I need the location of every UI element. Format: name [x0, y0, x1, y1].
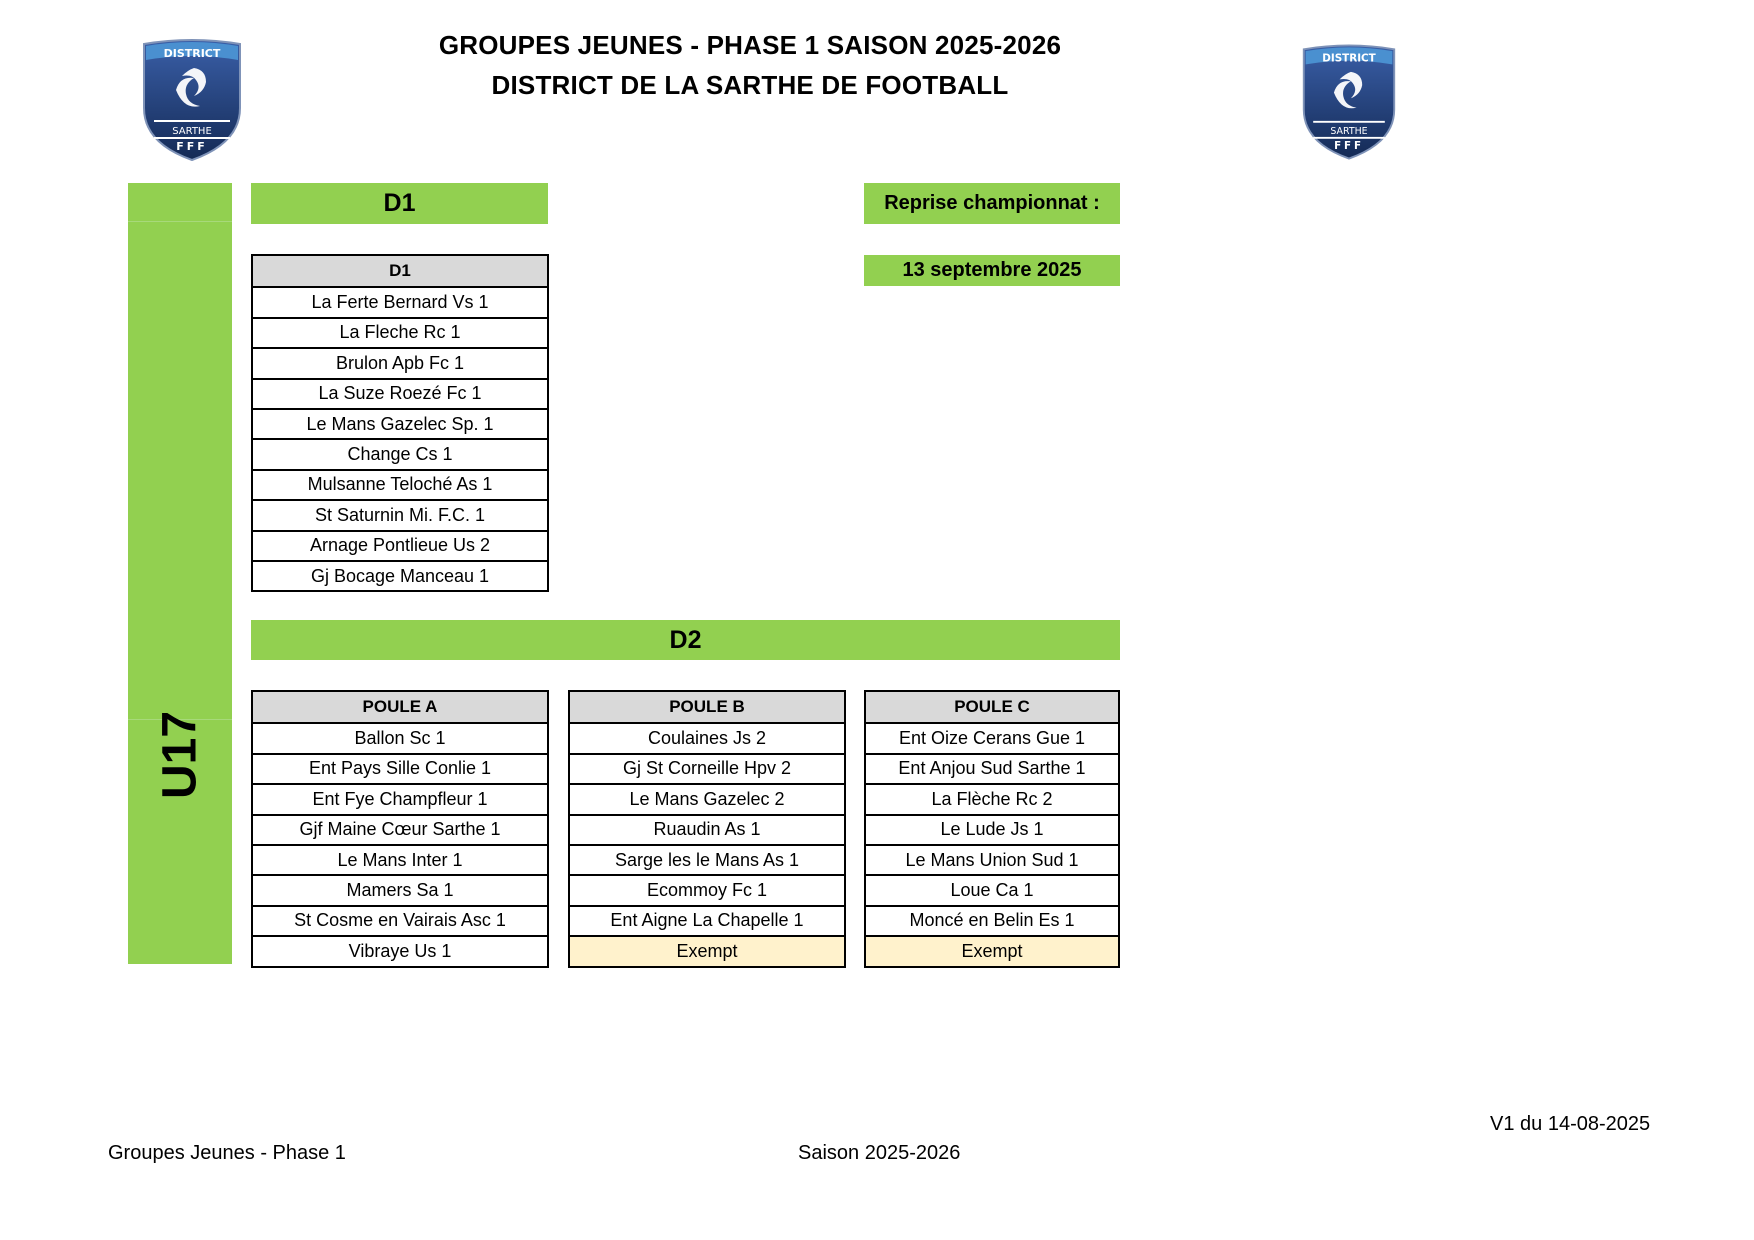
table-row: Ent Anjou Sud Sarthe 1 — [866, 753, 1118, 783]
table-row: Change Cs 1 — [253, 438, 547, 468]
reprise-label: Reprise championnat : — [864, 183, 1120, 224]
table-row: Mulsanne Teloché As 1 — [253, 469, 547, 499]
table-row: Ent Fye Champfleur 1 — [253, 783, 547, 813]
svg-text:FFF: FFF — [1334, 140, 1364, 153]
d1-banner: D1 — [251, 183, 548, 224]
table-row: Sarge les le Mans As 1 — [570, 844, 844, 874]
table-row: La Suze Roezé Fc 1 — [253, 378, 547, 408]
table-row: La Fleche Rc 1 — [253, 317, 547, 347]
table-row: Ecommoy Fc 1 — [570, 874, 844, 904]
table-row: Ballon Sc 1 — [253, 722, 547, 752]
poule-a-header: POULE A — [253, 692, 547, 722]
table-row: Le Mans Inter 1 — [253, 844, 547, 874]
exempt-row: Exempt — [866, 935, 1118, 965]
table-row: Ruaudin As 1 — [570, 814, 844, 844]
table-row: Moncé en Belin Es 1 — [866, 905, 1118, 935]
poule-a-table — [251, 690, 549, 968]
version-label: V1 du 14-08-2025 — [1490, 1113, 1651, 1135]
poule-b-table — [568, 690, 846, 968]
page-title-line1: GROUPES JEUNES - PHASE 1 SAISON 2025-2026 — [438, 30, 1062, 60]
d2-banner: D2 — [251, 620, 1120, 660]
table-row: St Saturnin Mi. F.C. 1 — [253, 499, 547, 529]
footer-left: Groupes Jeunes - Phase 1 — [108, 1142, 346, 1164]
table-row: Ent Oize Cerans Gue 1 — [866, 722, 1118, 752]
table-row: Ent Aigne La Chapelle 1 — [570, 905, 844, 935]
category-label: U17 — [153, 710, 207, 800]
district-shield-icon — [1300, 40, 1398, 165]
table-row: Le Mans Gazelec Sp. 1 — [253, 408, 547, 438]
table-row: La Ferte Bernard Vs 1 — [253, 286, 547, 316]
table-row: Le Lude Js 1 — [866, 814, 1118, 844]
svg-text:DISTRICT: DISTRICT — [163, 47, 221, 60]
district-logo-left — [140, 38, 244, 163]
poule-c-table — [864, 690, 1120, 968]
table-row: Coulaines Js 2 — [570, 722, 844, 752]
table-row: Le Mans Union Sud 1 — [866, 844, 1118, 874]
table-row: Vibraye Us 1 — [253, 935, 547, 965]
svg-text:DISTRICT: DISTRICT — [1322, 52, 1376, 65]
poule-c-header: POULE C — [866, 692, 1118, 722]
exempt-row: Exempt — [570, 935, 844, 965]
footer-center: Saison 2025-2026 — [798, 1142, 961, 1164]
table-row: Gjf Maine Cœur Sarthe 1 — [253, 814, 547, 844]
d1-table-header: D1 — [253, 256, 547, 286]
d1-table — [251, 254, 549, 592]
table-row: Loue Ca 1 — [866, 874, 1118, 904]
table-row: Arnage Pontlieue Us 2 — [253, 530, 547, 560]
svg-text:SARTHE: SARTHE — [172, 126, 212, 137]
table-row: Le Mans Gazelec 2 — [570, 783, 844, 813]
page-title-line2: DISTRICT DE LA SARTHE DE FOOTBALL — [491, 70, 1009, 100]
table-row: Gj Bocage Manceau 1 — [253, 560, 547, 590]
table-row: La Flèche Rc 2 — [866, 783, 1118, 813]
table-row: Brulon Apb Fc 1 — [253, 347, 547, 377]
table-row: Mamers Sa 1 — [253, 874, 547, 904]
reprise-date: 13 septembre 2025 — [864, 255, 1120, 286]
table-row: St Cosme en Vairais Asc 1 — [253, 905, 547, 935]
category-band — [128, 183, 232, 964]
table-row: Gj St Corneille Hpv 2 — [570, 753, 844, 783]
poule-b-header: POULE B — [570, 692, 844, 722]
svg-text:FFF: FFF — [176, 140, 208, 153]
district-logo-right — [1300, 40, 1398, 165]
district-shield-icon — [140, 38, 244, 163]
svg-text:SARTHE: SARTHE — [1330, 126, 1368, 138]
table-row: Ent Pays Sille Conlie 1 — [253, 753, 547, 783]
